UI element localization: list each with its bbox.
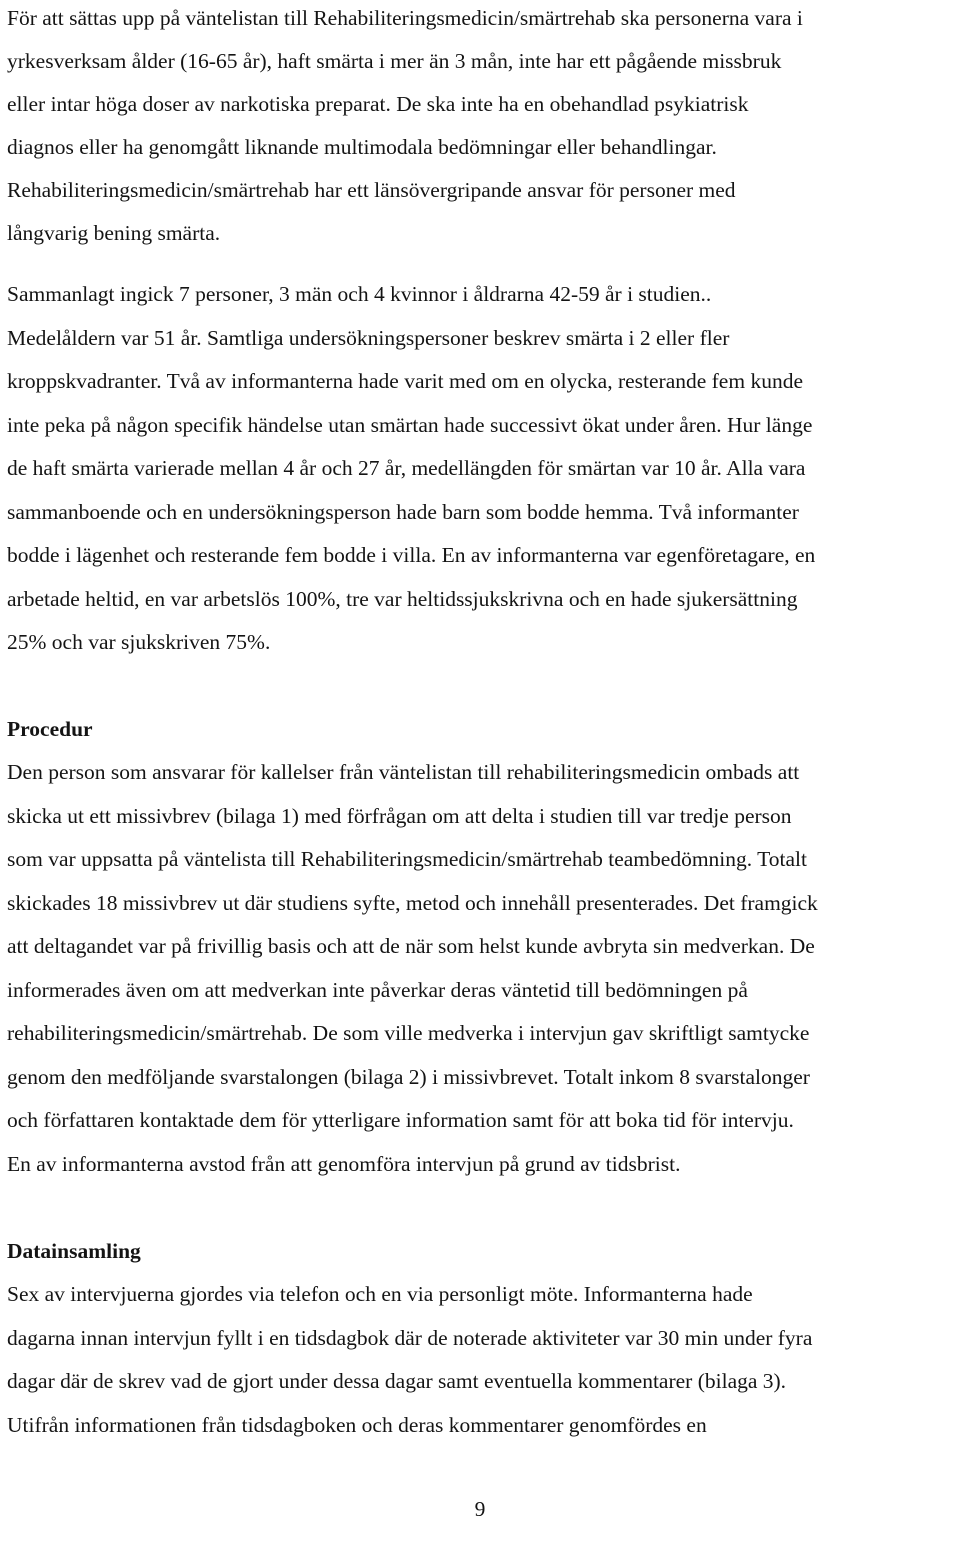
text-line: sammanboende och en undersökningsperson hade barn som bodde hemma. Två informanter [7,500,799,524]
text-line: att deltagandet var på frivillig basis och att de när som helst kunde avbryta sin medverkan. De [7,934,815,958]
text-line: skicka ut ett missivbrev (bilaga 1) med förfrågan om att delta i studien till var tredje person [7,804,792,828]
text-line: skickades 18 missivbrev ut där studiens syfte, metod och innehåll presenterades. Det framgick [7,891,818,915]
text-line: dagar där de skrev vad de gjort under dessa dagar samt eventuella kommentarer (bilaga 3). [7,1369,787,1393]
text-line: 25% och var sjukskriven 75%. [7,630,271,654]
text-line: arbetade heltid, en var arbetslös 100%, tre var heltidssjukskrivna och en hade sjukersättning [7,587,798,611]
section-heading: Datainsamling [7,1239,141,1263]
text-line: kroppskvadranter. Två av informanterna hade varit med om en olycka, resterande fem kunde [7,369,803,393]
text-line: eller intar höga doser av narkotiska preparat. De ska inte ha en obehandlad psykiatrisk [7,92,749,116]
text-line: de haft smärta varierade mellan 4 år och 27 år, medellängden för smärtan var 10 år. Alla vara [7,456,806,480]
text-line: Sammanlagt ingick 7 personer, 3 män och 4 kvinnor i åldrarna 42-59 år i studien.. [7,282,712,306]
text-line: rehabiliteringsmedicin/smärtrehab. De som ville medverka i intervjun gav skriftligt samtycke [7,1021,810,1045]
text-line: som var uppsatta på väntelista till Rehabiliteringsmedicin/smärtrehab teambedömning. Totalt [7,847,807,871]
text-line: genom den medföljande svarstalongen (bilaga 2) i missivbrevet. Totalt inkom 8 svarstalonger [7,1065,810,1089]
text-line: långvarig bening smärta. [7,221,221,245]
text-line: yrkesverksam ålder (16-65 år), haft smärta i mer än 3 mån, inte har ett pågående missbruk [7,49,782,73]
text-line: Sex av intervjuerna gjordes via telefon och en via personligt möte. Informanterna hade [7,1282,753,1306]
text-line: bodde i lägenhet och resterande fem bodde i villa. En av informanterna var egenföretagare, en [7,543,816,567]
text-line: och författaren kontaktade dem för ytterligare information samt för att boka tid för intervju. [7,1108,794,1132]
text-line: För att sättas upp på väntelistan till Rehabiliteringsmedicin/smärtrehab ska personerna vara i [7,6,803,30]
page-number: 9 [474,1497,486,1521]
text-line: Medelåldern var 51 år. Samtliga undersökningspersoner beskrev smärta i 2 eller fler [7,326,730,350]
text-line: informerades även om att medverkan inte påverkar deras väntetid till bedömningen på [7,978,748,1002]
text-line: Rehabiliteringsmedicin/smärtrehab har ett länsövergripande ansvar för personer med [7,178,736,202]
text-line: inte peka på någon specifik händelse utan smärtan hade successivt ökat under åren. Hur länge [7,413,813,437]
text-line: dagarna innan intervjun fyllt i en tidsdagbok där de noterade aktiviteter var 30 min under fyra [7,1326,813,1350]
section-heading: Procedur [7,717,93,741]
text-line: Den person som ansvarar för kallelser från väntelistan till rehabiliteringsmedicin ombads att [7,760,800,784]
text-line: En av informanterna avstod från att genomföra intervjun på grund av tidsbrist. [7,1152,681,1176]
text-line: Utifrån informationen från tidsdagboken och deras kommentarer genomfördes en [7,1413,707,1437]
text-line: diagnos eller ha genomgått liknande multimodala bedömningar eller behandlingar. [7,135,717,159]
